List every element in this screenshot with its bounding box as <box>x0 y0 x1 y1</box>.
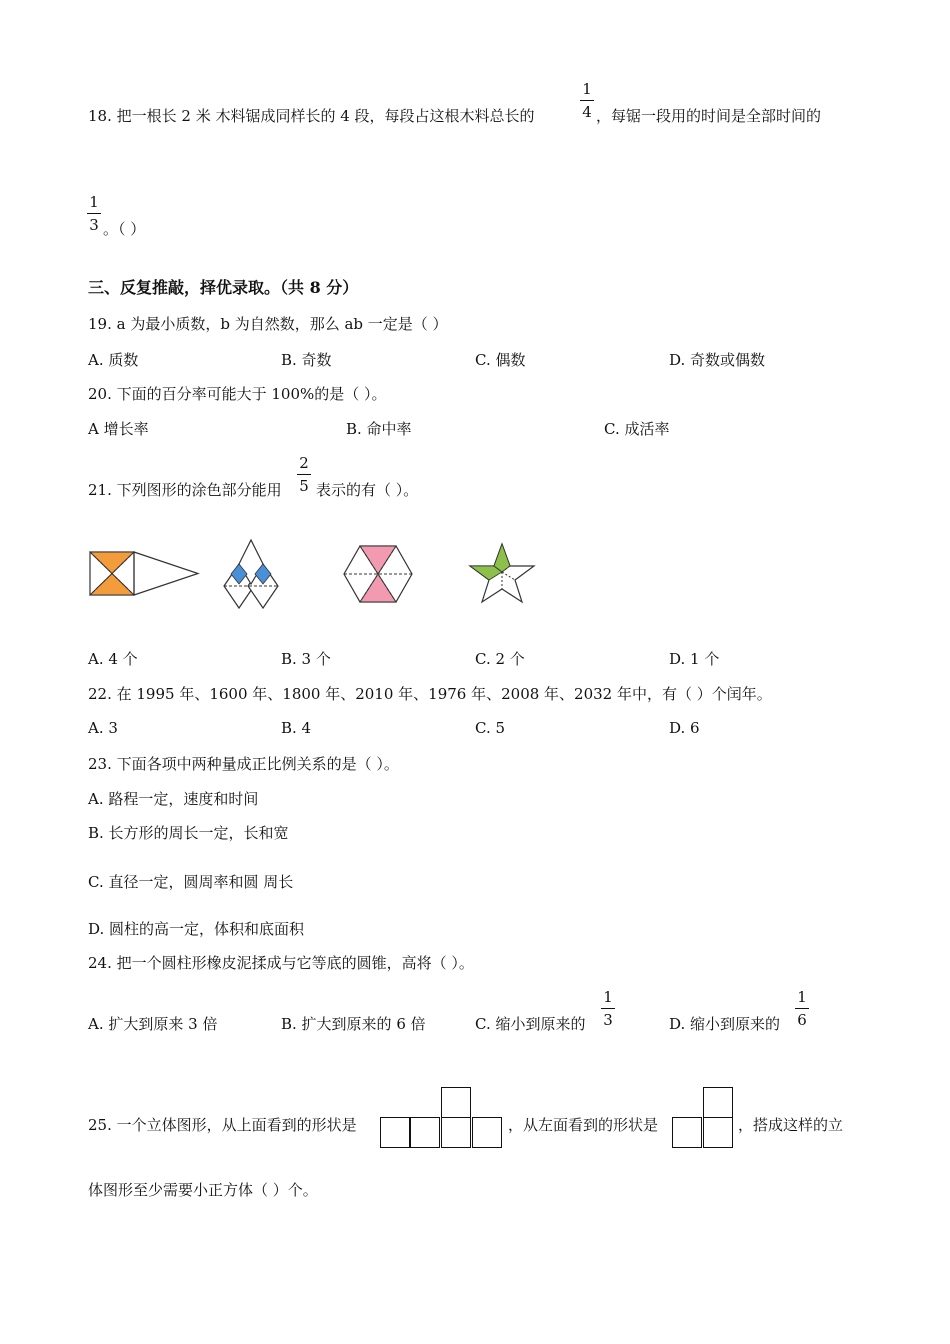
q23-option-a[interactable]: A. 路程一定，速度和时间 <box>88 790 259 808</box>
q25-text-a: 25. 一个立体图形，从上面看到的形状是 <box>88 1116 357 1134</box>
q18-text-b: ，每锯一段用的时间是全部时间的 <box>596 107 822 125</box>
q20-text: 20. 下面的百分率可能大于 100%的是（ ）。 <box>88 385 387 403</box>
q22-option-c[interactable]: C. 5 <box>475 719 506 737</box>
q18-text-c: 。（ ） <box>103 220 146 238</box>
q19-option-c[interactable]: C. 偶数 <box>475 351 526 369</box>
q24-option-a[interactable]: A. 扩大到原来 3 倍 <box>88 1015 218 1033</box>
figure-rhombus-pair <box>218 536 284 612</box>
q18-fraction-2 <box>87 193 101 234</box>
q21-option-a[interactable]: A. 4 个 <box>88 650 138 668</box>
q21-option-d[interactable]: D. 1 个 <box>669 650 720 668</box>
q19-text: 19. a 为最小质数，b 为自然数，那么 ab 一定是（ ） <box>88 315 448 333</box>
q21-frac-denominator: 5 <box>299 477 309 495</box>
q24-frac-c-numerator: 1 <box>603 988 613 1006</box>
figure-square-triangle <box>86 548 202 600</box>
q18-fraction-1 <box>580 80 594 121</box>
q18-frac2-numerator: 1 <box>89 193 99 211</box>
section-title: 三、反复推敲，择优录取。（共 8 分） <box>88 278 359 297</box>
q22-option-d[interactable]: D. 6 <box>669 719 700 737</box>
figure-hexagon <box>342 542 414 606</box>
q21-text-a: 21. 下列图形的涂色部分能用 <box>88 481 282 499</box>
q23-option-b[interactable]: B. 长方形的周长一定，长和宽 <box>88 824 289 842</box>
q19-option-a[interactable]: A. 质数 <box>88 351 139 369</box>
q24-option-d[interactable]: D. 缩小到原来的 <box>669 1015 781 1033</box>
q24-frac-d-numerator: 1 <box>797 988 807 1006</box>
q24-fraction-d <box>795 988 809 1029</box>
q24-fraction-c <box>601 988 615 1029</box>
q21-text-b: 表示的有（ ）。 <box>316 481 419 499</box>
q21-fraction <box>297 454 311 495</box>
q24-frac-d-denominator: 6 <box>797 1011 807 1029</box>
q21-frac-numerator: 2 <box>299 454 309 472</box>
q25-text-d: 体图形至少需要小正方体（ ）个。 <box>88 1181 318 1199</box>
q18-frac1-denominator: 4 <box>582 103 592 121</box>
q20-option-a[interactable]: A 增长率 <box>88 420 149 438</box>
q24-option-c[interactable]: C. 缩小到原来的 <box>475 1015 586 1033</box>
q21-option-b[interactable]: B. 3 个 <box>281 650 331 668</box>
q20-option-c[interactable]: C. 成活率 <box>604 420 670 438</box>
q19-option-b[interactable]: B. 奇数 <box>281 351 332 369</box>
q22-option-b[interactable]: B. 4 <box>281 719 312 737</box>
q23-option-c[interactable]: C. 直径一定，圆周率和圆 周长 <box>88 873 294 891</box>
q22-text: 22. 在 1995 年、1600 年、1800 年、2010 年、1976 年、2008 年、2032 年中，有（ ）个闰年。 <box>88 685 772 703</box>
q25-text-b: ，从左面看到的形状是 <box>508 1116 659 1134</box>
q23-text: 23. 下面各项中两种量成正比例关系的是（ ）。 <box>88 755 399 773</box>
q25-text-c: ，搭成这样的立 <box>738 1116 844 1134</box>
q18-text-a: 18. 把一根长 2 米 木料锯成同样长的 4 段，每段占这根木料总长的 <box>88 107 535 125</box>
q20-option-b[interactable]: B. 命中率 <box>346 420 412 438</box>
q24-frac-c-denominator: 3 <box>603 1011 613 1029</box>
q24-text: 24. 把一个圆柱形橡皮泥揉成与它等底的圆锥，高将（ ）。 <box>88 954 474 972</box>
q19-option-d[interactable]: D. 奇数或偶数 <box>669 351 766 369</box>
q24-option-b[interactable]: B. 扩大到原来的 6 倍 <box>281 1015 426 1033</box>
figure-star <box>466 540 538 606</box>
q18-frac2-denominator: 3 <box>89 216 99 234</box>
q23-option-d[interactable]: D. 圆柱的高一定，体积和底面积 <box>88 920 305 938</box>
q22-option-a[interactable]: A. 3 <box>88 719 118 737</box>
q18-frac1-numerator: 1 <box>582 80 592 98</box>
q21-option-c[interactable]: C. 2 个 <box>475 650 525 668</box>
